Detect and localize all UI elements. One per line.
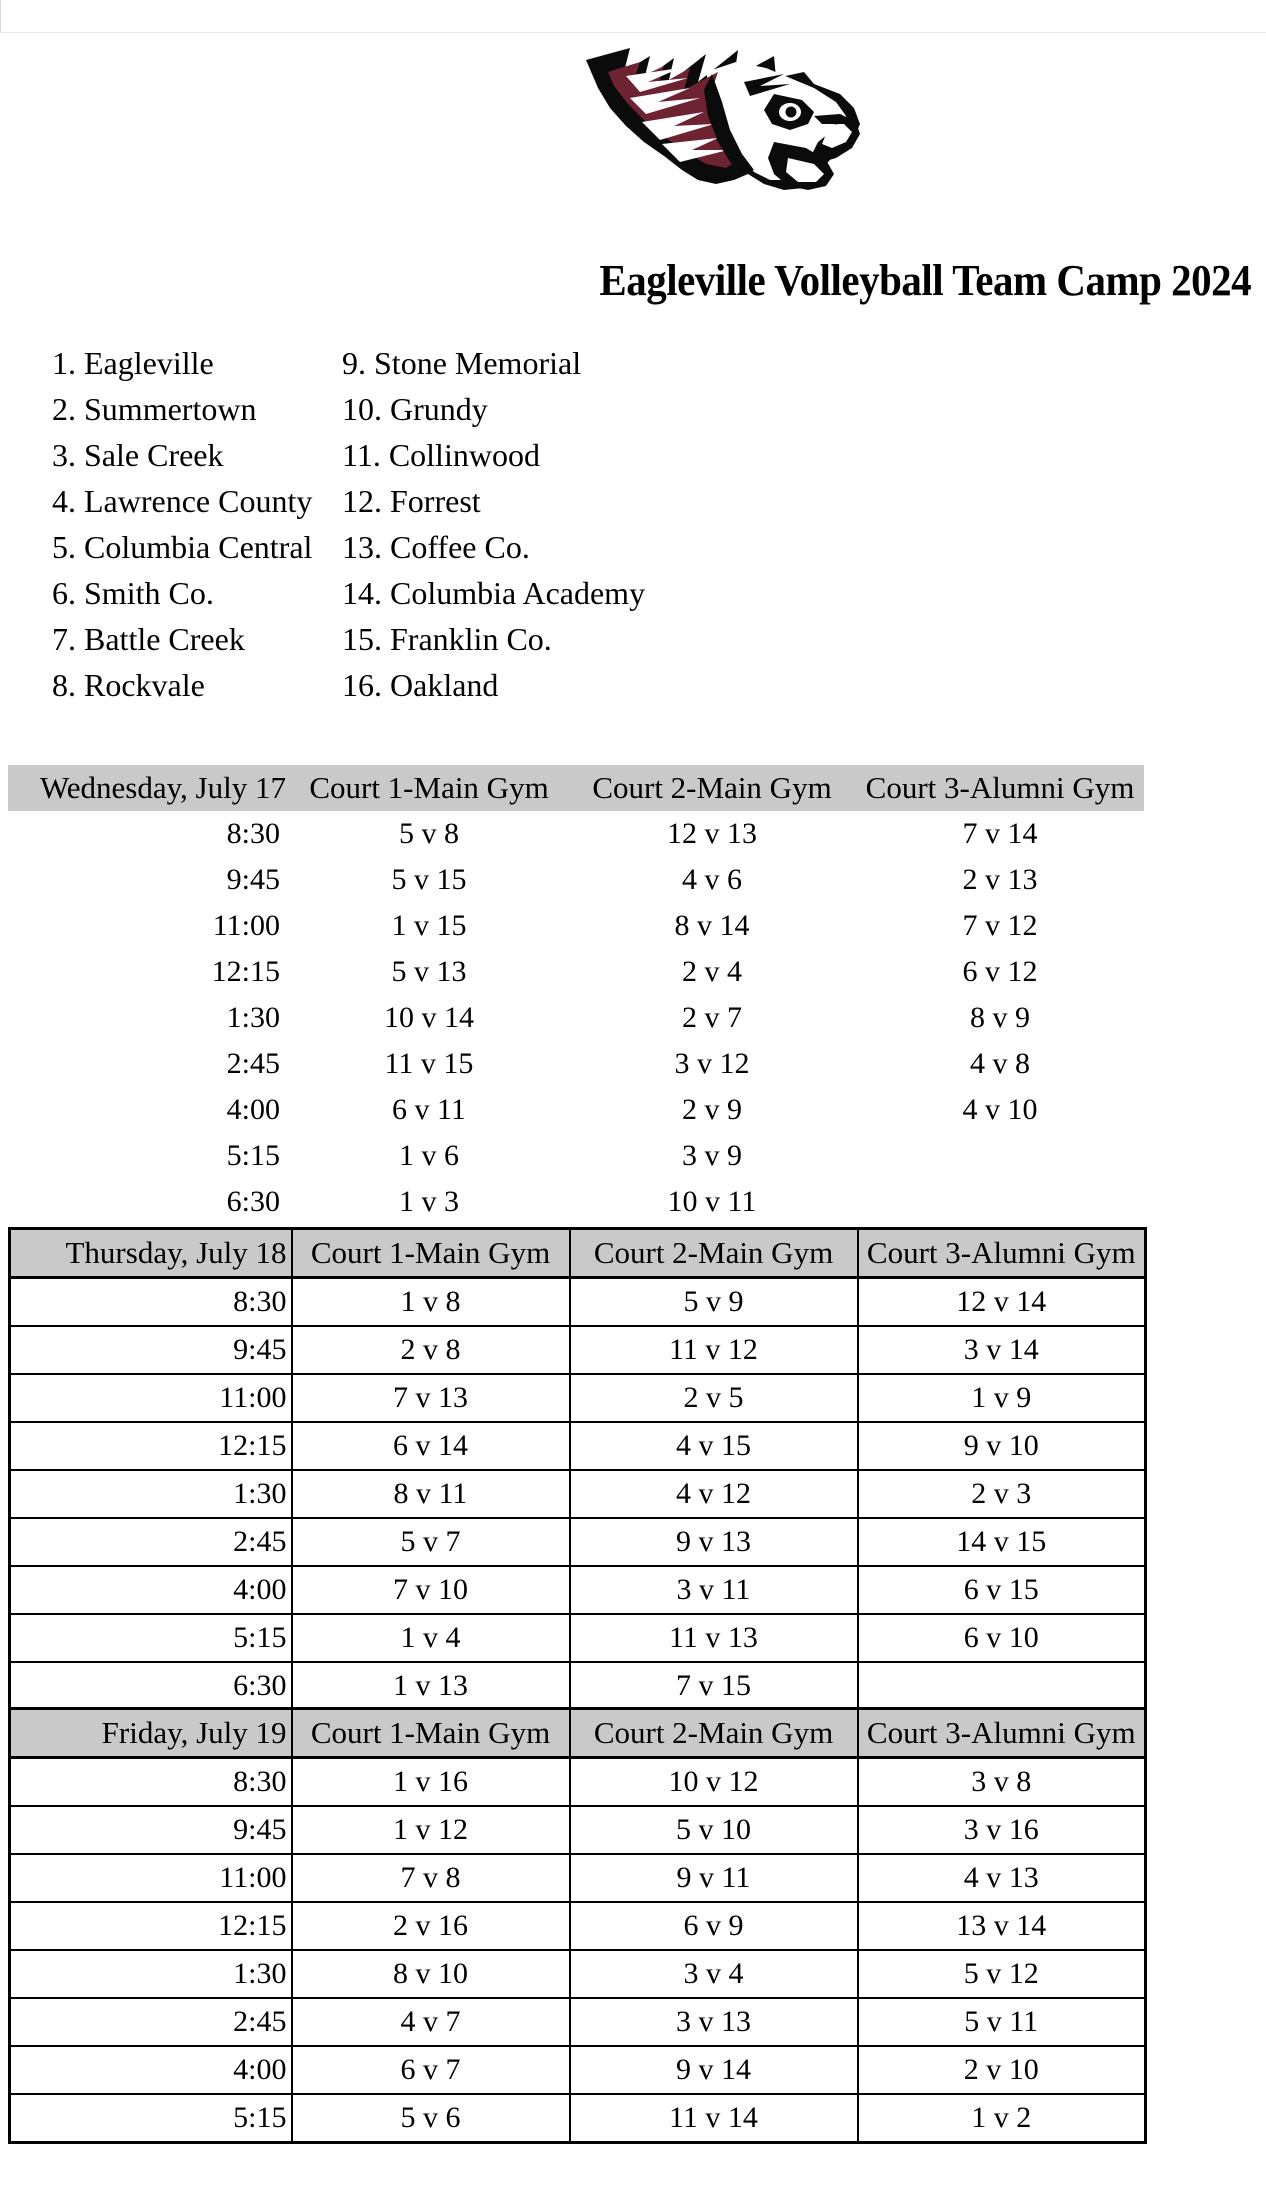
schedule-row xyxy=(8,995,1144,1041)
schedule-match-cell: 12 v 14 xyxy=(858,1278,1146,1327)
schedule-time-cell: 5:15 xyxy=(10,2094,292,2143)
schedule-row xyxy=(10,1758,1146,1807)
schedule-header-row xyxy=(8,765,1144,811)
schedule-row xyxy=(10,1854,1146,1902)
schedule-court3-header: Court 3-Alumni Gym xyxy=(856,765,1144,811)
team-entry: 9. Stone Memorial xyxy=(342,345,582,381)
schedule-match-cell: 11 v 12 xyxy=(570,1326,858,1374)
schedule-match-cell: 5 v 8 xyxy=(399,817,459,850)
schedule-header-row xyxy=(10,1709,1146,1758)
team-entry: 10. Grundy xyxy=(342,391,488,427)
schedule-match-cell: 4 v 7 xyxy=(292,1998,570,2046)
schedule-match-cell: 5 v 7 xyxy=(292,1518,570,1566)
team-roster-row xyxy=(52,386,792,432)
schedule-match-cell: 3 v 4 xyxy=(570,1950,858,1998)
schedule-match-cell: 6 v 11 xyxy=(392,1093,466,1126)
schedule-time-cell: 8:30 xyxy=(226,817,280,850)
schedule-block-wednesday xyxy=(8,765,1144,1225)
team-roster-row xyxy=(52,662,792,708)
schedule-block-thursday xyxy=(8,1227,1144,1712)
page-top-rule xyxy=(0,32,1266,33)
schedule-match-cell: 2 v 7 xyxy=(682,1001,742,1034)
team-entry: 1. Eagleville xyxy=(52,345,214,381)
schedule-match-cell: 6 v 10 xyxy=(858,1614,1146,1662)
schedule-match-cell: 10 v 12 xyxy=(570,1758,858,1807)
schedule-day-header: Wednesday, July 17 xyxy=(8,765,290,811)
schedule-time-cell: 8:30 xyxy=(10,1278,292,1327)
schedule-match-cell: 7 v 12 xyxy=(962,909,1038,942)
schedule-match-cell: 3 v 8 xyxy=(858,1758,1146,1807)
schedule-match-cell: 5 v 6 xyxy=(292,2094,570,2143)
schedule-match-cell: 1 v 9 xyxy=(858,1374,1146,1422)
schedule-row xyxy=(10,1950,1146,1998)
schedule-match-cell: 4 v 10 xyxy=(962,1093,1038,1126)
schedule-match-cell: 10 v 11 xyxy=(667,1185,757,1218)
schedule-time-cell: 5:15 xyxy=(10,1614,292,1662)
schedule-match-cell: 8 v 14 xyxy=(674,909,750,942)
schedule-match-cell: 6 v 14 xyxy=(292,1422,570,1470)
schedule-match-cell: 2 v 9 xyxy=(682,1093,742,1126)
schedule-match-cell: 1 v 13 xyxy=(292,1662,570,1711)
schedule-match-cell: 2 v 5 xyxy=(570,1374,858,1422)
schedule-row xyxy=(8,1041,1144,1087)
team-entry: 11. Collinwood xyxy=(342,437,540,473)
team-roster-row xyxy=(52,570,792,616)
schedule-row xyxy=(8,811,1144,857)
schedule-row xyxy=(10,1998,1146,2046)
schedule-match-cell: 7 v 13 xyxy=(292,1374,570,1422)
schedule-time-cell: 5:15 xyxy=(226,1139,280,1172)
team-entry: 4. Lawrence County xyxy=(52,483,313,519)
schedule-table-thursday xyxy=(8,1227,1147,1712)
schedule-match-cell: 5 v 11 xyxy=(858,1998,1146,2046)
team-entry: 7. Battle Creek xyxy=(52,621,245,657)
schedule-row xyxy=(8,1087,1144,1133)
page-left-rule xyxy=(0,0,1,33)
schedule-row xyxy=(10,1278,1146,1327)
schedule-match-cell: 3 v 9 xyxy=(682,1139,742,1172)
schedule-time-cell: 9:45 xyxy=(10,1806,292,1854)
team-entry: 16. Oakland xyxy=(342,667,499,703)
schedule-time-cell: 12:15 xyxy=(10,1422,292,1470)
schedule-match-cell: 11 v 13 xyxy=(570,1614,858,1662)
schedule-row xyxy=(10,2094,1146,2143)
schedule-table-wednesday xyxy=(8,765,1144,1225)
schedule-match-cell: 5 v 10 xyxy=(570,1806,858,1854)
schedule-row xyxy=(10,1566,1146,1614)
schedule-match-cell: 9 v 10 xyxy=(858,1422,1146,1470)
schedule-court2-header: Court 2-Main Gym xyxy=(570,1709,858,1758)
schedule-match-cell: 13 v 14 xyxy=(858,1902,1146,1950)
schedule-row xyxy=(10,1662,1146,1711)
schedule-row xyxy=(10,1902,1146,1950)
schedule-match-cell: 11 v 15 xyxy=(384,1047,474,1080)
team-roster-row xyxy=(52,432,792,478)
schedule-time-cell: 4:00 xyxy=(10,2046,292,2094)
schedule-row xyxy=(8,1179,1144,1225)
schedule-match-cell: 4 v 12 xyxy=(570,1470,858,1518)
schedule-time-cell: 1:30 xyxy=(226,1001,280,1034)
schedule-match-cell xyxy=(858,1662,1146,1711)
team-entry: 12. Forrest xyxy=(342,483,481,519)
schedule-match-cell: 9 v 14 xyxy=(570,2046,858,2094)
eagle-head-logo xyxy=(578,38,868,193)
schedule-time-cell: 9:45 xyxy=(226,863,280,896)
schedule-time-cell: 4:00 xyxy=(10,1566,292,1614)
schedule-match-cell: 4 v 13 xyxy=(858,1854,1146,1902)
schedule-day-header: Thursday, July 18 xyxy=(10,1229,292,1278)
schedule-match-cell: 1 v 6 xyxy=(399,1139,459,1172)
schedule-match-cell: 5 v 15 xyxy=(391,863,467,896)
schedule-match-cell: 1 v 3 xyxy=(399,1185,459,1218)
schedule-match-cell: 3 v 12 xyxy=(674,1047,750,1080)
schedule-row xyxy=(10,2046,1146,2094)
schedule-match-cell: 7 v 10 xyxy=(292,1566,570,1614)
schedule-time-cell: 2:45 xyxy=(226,1047,280,1080)
schedule-row xyxy=(10,1518,1146,1566)
schedule-time-cell: 6:30 xyxy=(226,1185,280,1218)
team-entry: 3. Sale Creek xyxy=(52,437,224,473)
schedule-match-cell: 4 v 8 xyxy=(970,1047,1030,1080)
schedule-match-cell: 7 v 15 xyxy=(570,1662,858,1711)
schedule-time-cell: 9:45 xyxy=(10,1326,292,1374)
schedule-match-cell: 3 v 14 xyxy=(858,1326,1146,1374)
schedule-match-cell: 3 v 11 xyxy=(570,1566,858,1614)
schedule-row xyxy=(8,903,1144,949)
schedule-match-cell: 1 v 4 xyxy=(292,1614,570,1662)
team-entry: 6. Smith Co. xyxy=(52,575,214,611)
schedule-match-cell: 4 v 6 xyxy=(682,863,742,896)
schedule-match-cell: 6 v 12 xyxy=(962,955,1038,988)
team-roster-list xyxy=(52,340,792,708)
page-title: Eagleville Volleyball Team Camp 2024 xyxy=(599,256,1252,305)
schedule-match-cell: 5 v 12 xyxy=(858,1950,1146,1998)
schedule-time-cell: 8:30 xyxy=(10,1758,292,1807)
schedule-match-cell: 9 v 11 xyxy=(570,1854,858,1902)
schedule-time-cell: 11:00 xyxy=(212,909,280,942)
schedule-match-cell: 2 v 4 xyxy=(682,955,742,988)
schedule-court2-header: Court 2-Main Gym xyxy=(570,1229,858,1278)
schedule-match-cell xyxy=(856,1179,1144,1225)
schedule-match-cell: 6 v 15 xyxy=(858,1566,1146,1614)
team-roster-row xyxy=(52,340,792,386)
schedule-court2-header: Court 2-Main Gym xyxy=(568,765,856,811)
team-roster-row xyxy=(52,616,792,662)
schedule-court1-header: Court 1-Main Gym xyxy=(292,1229,570,1278)
schedule-time-cell: 12:15 xyxy=(211,955,280,988)
schedule-match-cell: 8 v 9 xyxy=(970,1001,1030,1034)
schedule-match-cell: 6 v 9 xyxy=(570,1902,858,1950)
schedule-time-cell: 1:30 xyxy=(10,1470,292,1518)
schedule-match-cell: 2 v 3 xyxy=(858,1470,1146,1518)
schedule-match-cell: 1 v 16 xyxy=(292,1758,570,1807)
schedule-match-cell: 2 v 8 xyxy=(292,1326,570,1374)
schedule-row xyxy=(10,1614,1146,1662)
schedule-row xyxy=(10,1374,1146,1422)
schedule-match-cell: 1 v 8 xyxy=(292,1278,570,1327)
schedule-match-cell: 5 v 9 xyxy=(570,1278,858,1327)
schedule-match-cell: 8 v 10 xyxy=(292,1950,570,1998)
team-roster-row xyxy=(52,478,792,524)
schedule-match-cell: 5 v 13 xyxy=(391,955,467,988)
schedule-match-cell: 1 v 2 xyxy=(858,2094,1146,2143)
schedule-match-cell: 3 v 13 xyxy=(570,1998,858,2046)
schedule-match-cell: 8 v 11 xyxy=(292,1470,570,1518)
schedule-row xyxy=(8,949,1144,995)
team-entry: 14. Columbia Academy xyxy=(342,575,646,611)
schedule-header-row xyxy=(10,1229,1146,1278)
schedule-match-cell: 1 v 12 xyxy=(292,1806,570,1854)
team-entry: 2. Summertown xyxy=(52,391,257,427)
schedule-match-cell: 7 v 8 xyxy=(292,1854,570,1902)
schedule-court1-header: Court 1-Main Gym xyxy=(290,765,568,811)
schedule-row xyxy=(10,1422,1146,1470)
schedule-match-cell: 2 v 10 xyxy=(858,2046,1146,2094)
schedule-row xyxy=(10,1806,1146,1854)
schedule-block-friday xyxy=(8,1707,1144,2144)
schedule-match-cell: 12 v 13 xyxy=(667,817,757,850)
schedule-match-cell: 7 v 14 xyxy=(962,817,1038,850)
team-entry: 15. Franklin Co. xyxy=(342,621,552,657)
schedule-match-cell: 10 v 14 xyxy=(384,1001,474,1034)
schedule-match-cell: 1 v 15 xyxy=(391,909,467,942)
schedule-time-cell: 2:45 xyxy=(10,1998,292,2046)
schedule-match-cell: 11 v 14 xyxy=(570,2094,858,2143)
schedule-match-cell: 14 v 15 xyxy=(858,1518,1146,1566)
schedule-match-cell: 6 v 7 xyxy=(292,2046,570,2094)
team-entry: 5. Columbia Central xyxy=(52,529,313,565)
schedule-match-cell: 4 v 15 xyxy=(570,1422,858,1470)
schedule-court1-header: Court 1-Main Gym xyxy=(292,1709,570,1758)
schedule-court3-header: Court 3-Alumni Gym xyxy=(858,1229,1146,1278)
schedule-time-cell: 2:45 xyxy=(10,1518,292,1566)
schedule-court3-header: Court 3-Alumni Gym xyxy=(858,1709,1146,1758)
schedule-time-cell: 1:30 xyxy=(10,1950,292,1998)
schedule-time-cell: 12:15 xyxy=(10,1902,292,1950)
team-entry: 8. Rockvale xyxy=(52,667,205,703)
schedule-match-cell: 2 v 13 xyxy=(962,863,1038,896)
schedule-time-cell: 11:00 xyxy=(10,1854,292,1902)
schedule-match-cell: 9 v 13 xyxy=(570,1518,858,1566)
schedule-match-cell: 3 v 16 xyxy=(858,1806,1146,1854)
schedule-row xyxy=(8,857,1144,903)
schedule-time-cell: 4:00 xyxy=(226,1093,280,1126)
schedule-row xyxy=(10,1470,1146,1518)
team-entry: 13. Coffee Co. xyxy=(342,529,530,565)
schedule-time-cell: 6:30 xyxy=(10,1662,292,1711)
schedule-row xyxy=(10,1326,1146,1374)
schedule-match-cell: 2 v 16 xyxy=(292,1902,570,1950)
schedule-day-header: Friday, July 19 xyxy=(10,1709,292,1758)
schedule-time-cell: 11:00 xyxy=(10,1374,292,1422)
schedule-table-friday xyxy=(8,1707,1147,2144)
team-roster-row xyxy=(52,524,792,570)
schedule-row xyxy=(8,1133,1144,1179)
schedule-match-cell xyxy=(856,1133,1144,1179)
